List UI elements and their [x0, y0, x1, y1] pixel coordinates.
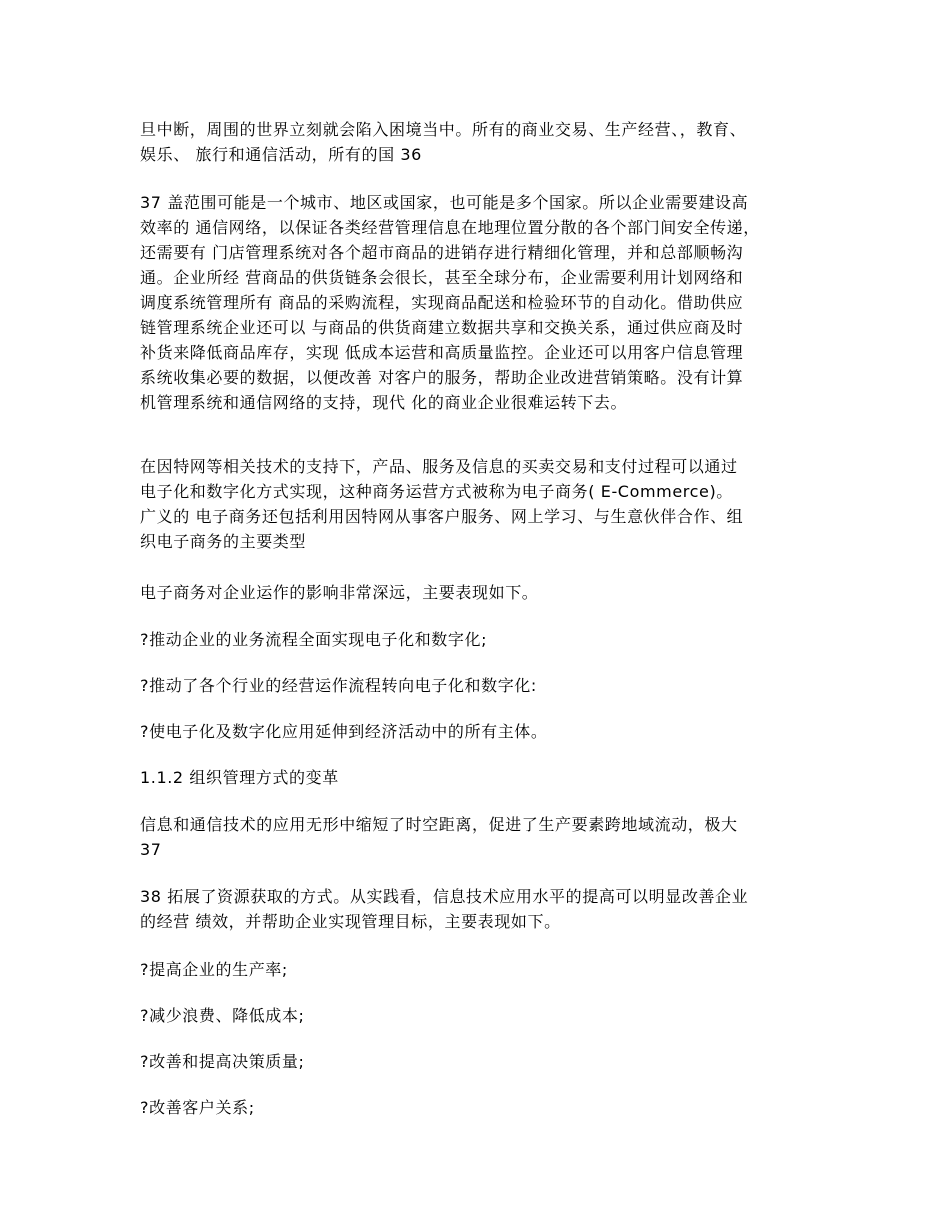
- list-item-benefit-1: ?提高企业的生产率;: [140, 960, 288, 979]
- list-item-benefit-3: ?改善和提高决策质量;: [140, 1052, 305, 1071]
- section-heading-1-1-2: 1.1.2 组织管理方式的变革: [140, 768, 339, 787]
- paragraph-page-37-body: 37 盖范围可能是一个城市、地区或国家，也可能是多个国家。所以企业需要建设高 效率的 通信网络，以保证各类经营管理信息在地理位置分散的各个部门间安全传递， 还需要有 门店管理系统对各个超市商品的进销存进行精细化管理，并和总部顺畅沟 通。企业所经 营商品的供货链条会很长，甚至全球分布，企业需要利用计划网络和 调度系统管理所有 商品的采购流程，实现商品配送和检验环节的自动化。借助供应 链管理系统企业还可以 与商品的供货商建立数据共享和交换关系，通过供应商及时 补货来降低商品库存，实现 低成本运营和高质量监控。企业还可以用客户信息管理 系统收集必要的数据，以便改善 对客户的服务，帮助企业改进营销策略。没有计算 机管理系统和通信网络的支持，现代 化的商业企业很难运转下去。: [140, 193, 760, 412]
- paragraph-page-38-body: 38 拓展了资源获取的方式。从实践看，信息技术应用水平的提高可以明显改善企业 的经营 绩效，并帮助企业实现管理目标，主要表现如下。: [140, 887, 749, 931]
- list-item-impact-1: ?推动企业的业务流程全面实现电子化和数字化;: [140, 630, 488, 649]
- list-item-benefit-2: ?减少浪费、降低成本;: [140, 1006, 305, 1025]
- paragraph-ict-application: 信息和通信技术的应用无形中缩短了时空距离，促进了生产要素跨地域流动，极大 37: [140, 815, 738, 859]
- paragraph-continuation-36: 旦中断，周围的世界立刻就会陷入困境当中。所有的商业交易、生产经营、，教育、 娱乐、 旅行和通信活动，所有的国 36: [140, 120, 747, 164]
- paragraph-e-commerce-impact-intro: 电子商务对企业运作的影响非常深远，主要表现如下。: [140, 583, 539, 602]
- list-item-impact-3: ?使电子化及数字化应用延伸到经济活动中的所有主体。: [140, 722, 548, 741]
- paragraph-e-commerce-definition: 在因特网等相关技术的支持下，产品、服务及信息的买卖交易和支付过程可以通过 电子化和数字化方式实现，这种商务运营方式被称为电子商务( E-Commerce)。 广义的 电子商务还包括利用因特网从事客户服务、网上学习、与生意伙伴合作、组 织电子商务的主要类型: [140, 457, 744, 551]
- list-item-impact-2: ?推动了各个行业的经营运作流程转向电子化和数字化:: [140, 676, 537, 695]
- list-item-benefit-4: ?改善客户关系;: [140, 1098, 255, 1117]
